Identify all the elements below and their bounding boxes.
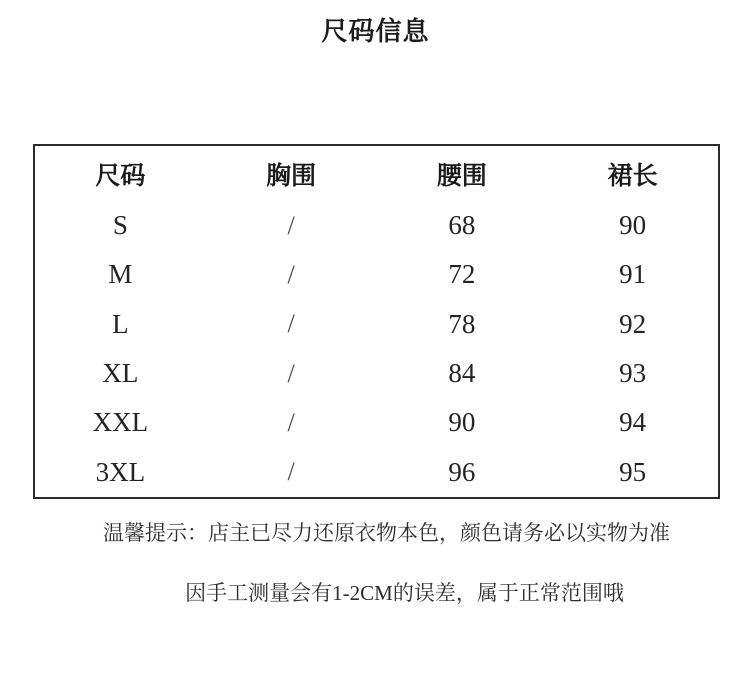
size-table [33,144,720,499]
skirt-length-cell: 93 [619,358,647,389]
table-row-l [35,300,718,349]
table-row-m [35,250,718,299]
bust-cell: / [287,457,295,487]
size-cell: 3XL [95,456,146,487]
col-header-waist: 腰围 [436,162,487,190]
skirt-length-cell: 95 [619,456,647,487]
skirt-length-cell: 91 [619,259,647,290]
bust-cell: / [287,309,295,339]
table-row-xxl [35,398,718,447]
bust-cell: / [287,210,295,240]
size-cell: XXL [92,407,149,438]
waist-cell: 90 [448,407,476,438]
col-header-skirt-length: 裙长 [607,162,658,190]
notes [0,517,751,607]
note-line-2: 因手工测量会有1-2CM的误差，属于正常范围哦 [185,581,624,605]
waist-cell: 84 [448,358,476,389]
col-header-bust: 胸围 [266,162,317,190]
page-title: 尺码信息 [321,16,430,46]
table-row-s [35,201,718,250]
waist-cell: 68 [448,210,476,241]
col-header-size: 尺码 [95,162,146,190]
table-header-row [35,146,718,201]
skirt-length-cell: 92 [619,308,647,339]
waist-cell: 96 [448,456,476,487]
waist-cell: 72 [448,259,476,290]
size-cell: S [112,210,128,241]
waist-cell: 78 [448,308,476,339]
bust-cell: / [287,358,295,388]
skirt-length-cell: 94 [619,407,647,438]
size-cell: XL [102,358,139,389]
skirt-length-cell: 90 [619,210,647,241]
bust-cell: / [287,259,295,289]
table-row-3xl [35,448,718,497]
size-cell: M [108,259,133,290]
bust-cell: / [287,407,295,437]
table-row-xl [35,349,718,398]
size-cell: L [112,308,129,339]
note-line-1: 温馨提示：店主已尽力还原衣物本色，颜色请务必以实物为准 [103,521,670,545]
